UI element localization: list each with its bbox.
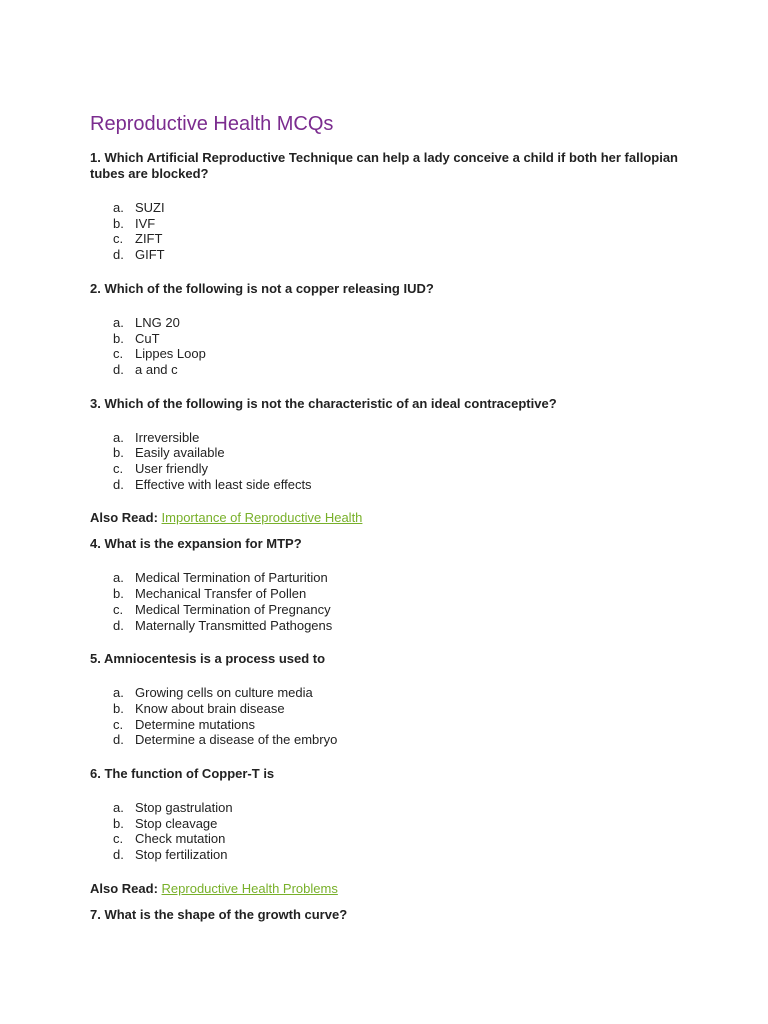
option-letter: a. <box>113 685 124 701</box>
option-2c <box>90 346 690 362</box>
option-letter: d. <box>113 247 124 263</box>
option-letter: b. <box>113 700 124 716</box>
option-1d <box>90 247 690 263</box>
option-1b <box>90 216 690 232</box>
option-3c <box>90 461 690 477</box>
option-text: Easily available <box>135 445 225 461</box>
option-letter: d. <box>113 732 124 748</box>
option-text: CuT <box>135 330 160 346</box>
option-letter: d. <box>113 361 124 377</box>
also-read-link-problems[interactable]: Reproductive Health Problems <box>161 880 338 896</box>
option-text: GIFT <box>135 247 165 263</box>
option-3b <box>90 445 690 461</box>
option-2d <box>90 362 690 378</box>
option-letter: c. <box>113 601 124 617</box>
option-4b <box>90 586 690 602</box>
option-text: Determine mutations <box>135 716 255 732</box>
option-text: User friendly <box>135 461 208 477</box>
option-text: ZIFT <box>135 231 163 247</box>
option-text: Maternally Transmitted Pathogens <box>135 617 333 633</box>
option-text: Irreversible <box>135 429 200 445</box>
also-read-label: Also Read: <box>90 880 158 896</box>
option-6b <box>90 816 690 832</box>
option-letter: c. <box>113 461 124 477</box>
option-text: Stop cleavage <box>135 815 218 831</box>
option-6a <box>90 800 690 816</box>
option-2a <box>90 315 690 331</box>
option-text: Effective with least side effects <box>135 476 312 492</box>
question-7: 7. What is the shape of the growth curve? <box>90 906 348 922</box>
option-6d <box>90 847 690 863</box>
option-text: LNG 20 <box>135 314 180 330</box>
options-list-1 <box>90 200 690 263</box>
option-text: SUZI <box>135 200 165 215</box>
option-letter: b. <box>113 586 124 602</box>
option-1a <box>90 200 690 216</box>
options-list-3 <box>90 430 690 493</box>
option-5d <box>90 732 690 748</box>
option-letter: c. <box>113 231 124 247</box>
options-list-6 <box>90 800 690 863</box>
also-read-1 <box>90 510 690 526</box>
option-text: Determine a disease of the embryo <box>135 732 338 748</box>
option-letter: c. <box>113 346 124 362</box>
option-text: Growing cells on culture media <box>135 685 313 701</box>
option-text: Check mutation <box>135 831 226 847</box>
option-text: Know about brain disease <box>135 700 285 716</box>
question-3: 3. Which of the following is not the characteristic of an ideal contraceptive? <box>90 395 557 411</box>
also-read-link-importance[interactable]: Importance of Reproductive Health <box>161 510 363 526</box>
option-4d <box>90 618 690 634</box>
option-letter: d. <box>113 847 124 863</box>
option-1c <box>90 231 690 247</box>
question-6: 6. The function of Copper-T is <box>90 766 275 782</box>
option-letter: b. <box>113 445 124 461</box>
option-letter: d. <box>113 617 124 633</box>
option-letter: b. <box>113 330 124 346</box>
option-letter: a. <box>113 314 124 330</box>
option-3d <box>90 477 690 493</box>
option-text: Medical Termination of Parturition <box>135 570 328 586</box>
option-text: a and c <box>135 361 178 377</box>
option-5a <box>90 685 690 701</box>
option-letter: a. <box>113 570 124 586</box>
option-text: Stop fertilization <box>135 847 228 863</box>
option-letter: c. <box>113 716 124 732</box>
option-5b <box>90 701 690 717</box>
question-1: 1. Which Artificial Reproductive Technique can help a lady conceive a child if both her fallopian tubes are blocked? <box>90 150 679 181</box>
option-4c <box>90 602 690 618</box>
option-3a <box>90 430 690 446</box>
question-4: 4. What is the expansion for MTP? <box>90 536 302 552</box>
option-5c <box>90 717 690 733</box>
options-list-2 <box>90 315 690 378</box>
option-letter: a. <box>113 800 124 816</box>
options-list-4 <box>90 570 690 633</box>
option-letter: d. <box>113 476 124 492</box>
option-6c <box>90 831 690 847</box>
option-letter: a. <box>113 200 124 215</box>
option-text: Medical Termination of Pregnancy <box>135 601 331 617</box>
question-5: 5. Amniocentesis is a process used to <box>90 651 326 667</box>
option-letter: c. <box>113 831 124 847</box>
also-read-2 <box>90 881 690 897</box>
also-read-label: Also Read: <box>90 510 158 526</box>
option-text: Mechanical Transfer of Pollen <box>135 586 307 602</box>
document-page <box>90 111 690 923</box>
page-title: Reproductive Health MCQs <box>90 113 334 135</box>
option-text: IVF <box>135 215 156 231</box>
options-list-5 <box>90 685 690 748</box>
option-letter: b. <box>113 815 124 831</box>
option-text: Lippes Loop <box>135 346 206 362</box>
question-2: 2. Which of the following is not a copper releasing IUD? <box>90 280 434 296</box>
option-text: Stop gastrulation <box>135 800 233 816</box>
option-2b <box>90 331 690 347</box>
option-letter: a. <box>113 429 124 445</box>
option-4a <box>90 570 690 586</box>
option-letter: b. <box>113 215 124 231</box>
